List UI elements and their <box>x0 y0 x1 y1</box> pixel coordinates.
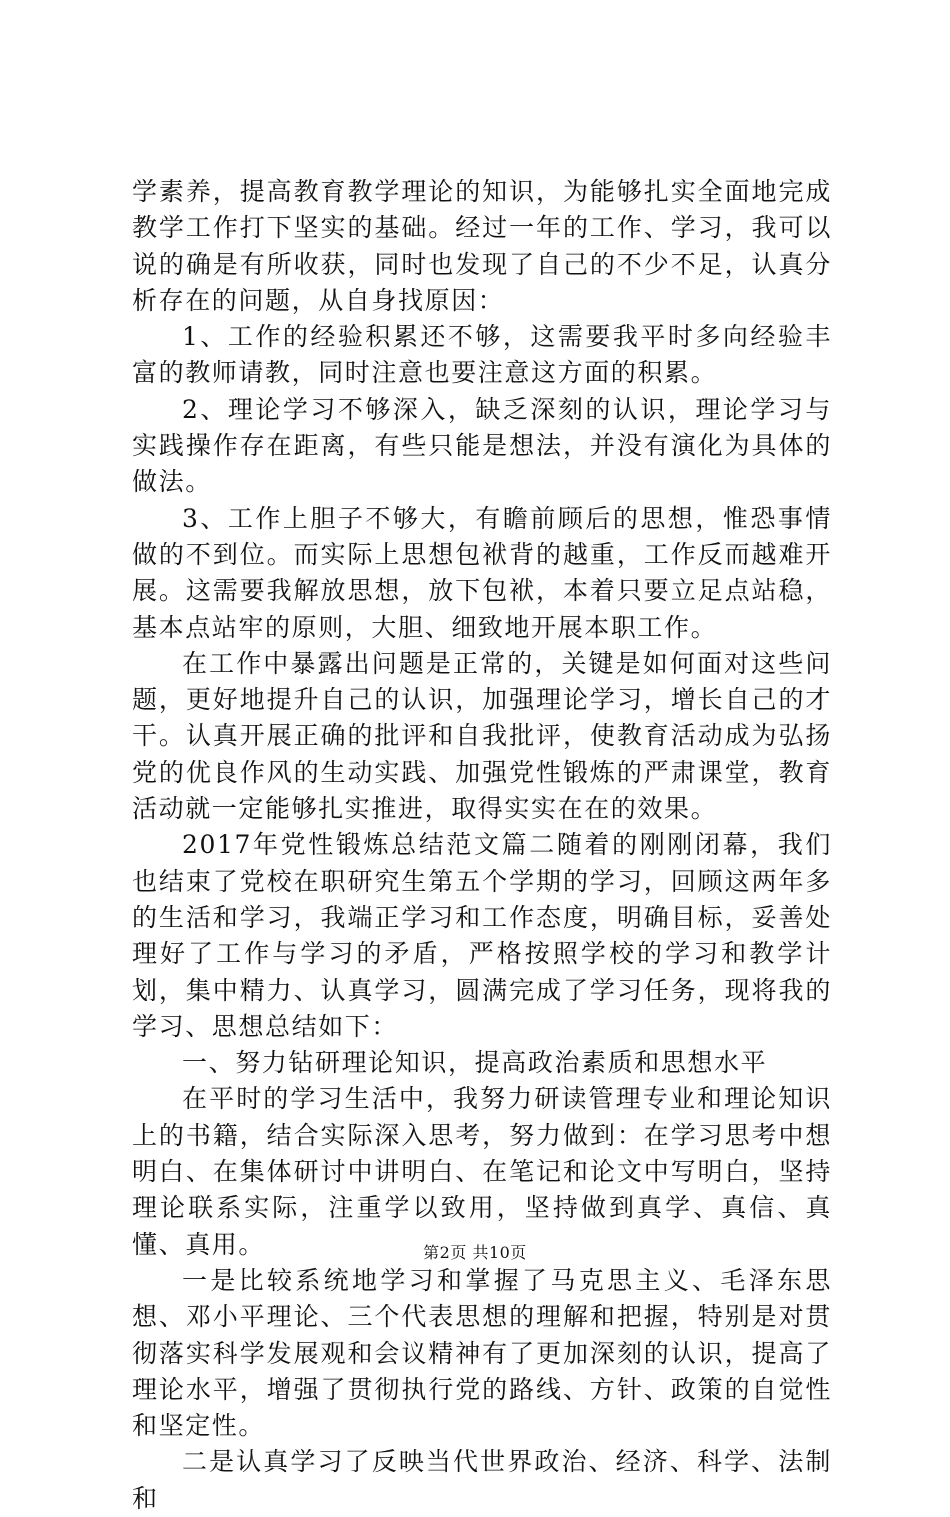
paragraph-10: 二是认真学习了反映当代世界政治、经济、科学、法制和 <box>132 1447 832 1513</box>
paragraph-3: 2、理论学习不够深入，缺乏深刻的认识，理论学习与实践操作存在距离，有些只能是想法，并没有演化为具体的做法。 <box>132 394 832 497</box>
paragraph-1: 学素养，提高教育教学理论的知识，为能够扎实全面地完成教学工作打下坚实的基础。经过一年的工作、学习，我可以说的确是有所收获，同时也发现了自己的不少不足，认真分析存在的问题，从自身找原因： <box>132 177 832 315</box>
paragraph-2: 1、工作的经验积累还不够，这需要我平时多向经验丰富的教师请教，同时注意也要注意这方面的积累。 <box>132 322 832 388</box>
paragraph-8: 在平时的学习生活中，我努力研读管理专业和理论知识上的书籍，结合实际深入思考，努力做到：在学习思考中想明白、在集体研讨中讲明白、在笔记和论文中写明白，坚持理论联系实际，注重学以致用，坚持做到真学、真信、真懂、真用。 <box>132 1084 832 1259</box>
paragraph-4: 3、工作上胆子不够大，有瞻前顾后的思想，惟恐事情做的不到位。而实际上思想包袱背的越重，工作反而越难开展。这需要我解放思想，放下包袱，本着只要立足点站稳，基本点站牢的原则，大胆、细致地开展本职工作。 <box>132 503 832 642</box>
paragraph-5: 在工作中暴露出问题是正常的，关键是如何面对这些问题，更好地提升自己的认识，加强理论学习，增长自己的才干。认真开展正确的批评和自我批评，使教育活动成为弘扬党的优良作风的生动实践、加强党性锻炼的严肃课堂，教育活动就一定能够扎实推进，取得实实在在的效果。 <box>132 648 832 824</box>
document-body <box>132 174 832 1517</box>
paragraph-6: 2017年党性锻炼总结范文篇二随着的刚刚闭幕，我们也结束了党校在职研究生第五个学期的学习，回顾这两年多的生活和学习，我端正学习和工作态度，明确目标，妥善处理好了工作与学习的矛盾，严格按照学校的学习和教学计划，集中精力、认真学习，圆满完成了学习任务，现将我的学习、思想总结如下： <box>132 830 832 1041</box>
section-heading: 一、努力钻研理论知识，提高政治素质和思想水平 <box>182 1048 768 1078</box>
page-number-footer: 第2页 共10页 <box>423 1243 527 1262</box>
paragraph-9: 一是比较系统地学习和掌握了马克思主义、毛泽东思想、邓小平理论、三个代表思想的理解和把握，特别是对贯彻落实科学发展观和会议精神有了更加深刻的认识，提高了理论水平，增强了贯彻执行党的路线、方针、政策的自觉性和坚定性。 <box>132 1265 832 1441</box>
